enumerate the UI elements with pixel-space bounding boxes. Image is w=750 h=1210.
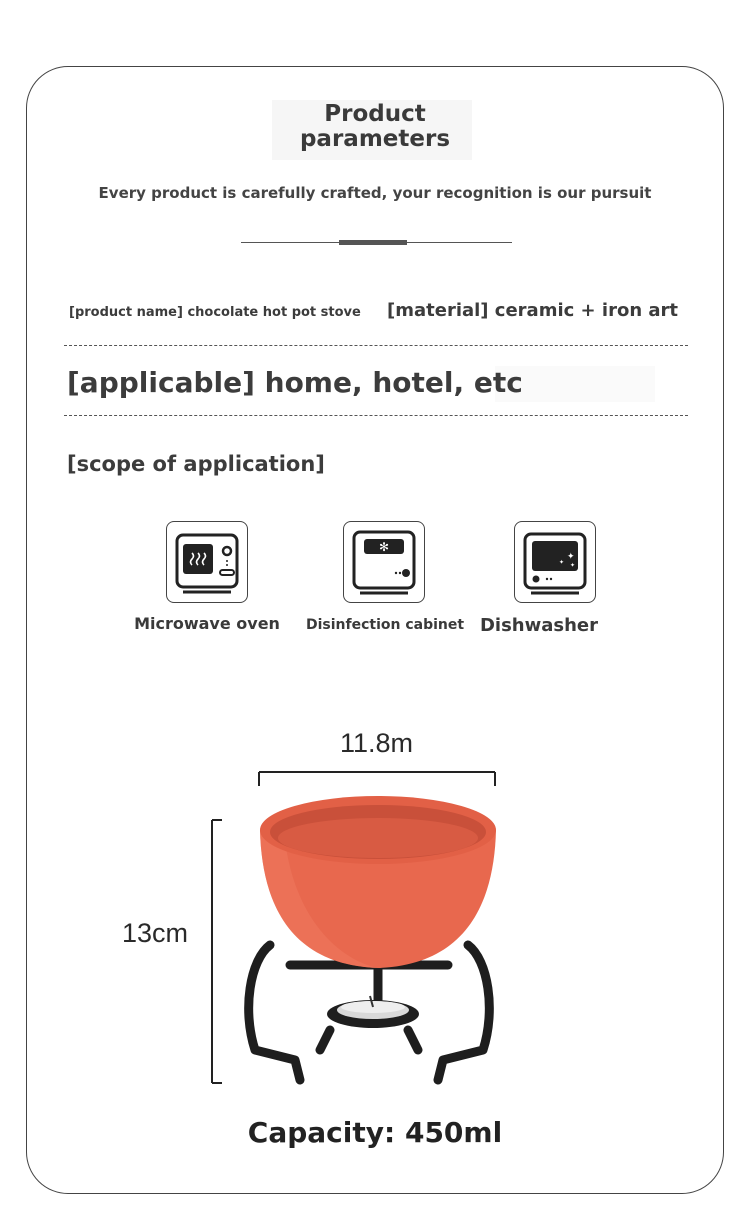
ceramic-bowl — [260, 796, 496, 968]
svg-text:✦: ✦ — [567, 552, 575, 562]
height-bracket — [212, 820, 222, 1083]
param-applicable: [applicable] home, hotel, etc — [67, 366, 523, 399]
title-line-2: parameters — [299, 126, 451, 152]
subtitle: Every product is carefully crafted, your recognition is our pursuit — [98, 184, 652, 202]
dishwasher-icon — [514, 521, 596, 603]
title-line-1: Product — [324, 101, 426, 127]
svg-text:✦: ✦ — [570, 562, 576, 569]
scope-label-dishwasher: Dishwasher — [479, 615, 599, 636]
param-product-name: [product name] chocolate hot pot stove — [69, 305, 361, 320]
width-bracket — [259, 772, 495, 786]
dashed-divider — [64, 415, 688, 416]
param-material: [material] ceramic + iron art — [387, 300, 679, 321]
scope-label-microwave: Microwave oven — [134, 614, 280, 633]
dashed-divider — [64, 345, 688, 346]
capacity-label: Capacity: 450ml — [247, 1116, 503, 1149]
disinfection-cabinet-icon — [343, 521, 425, 603]
height-dimension-label: 13cm — [122, 918, 189, 948]
param-scope-heading: [scope of application] — [67, 452, 325, 476]
tealight-candle — [327, 996, 419, 1028]
svg-text:✻: ✻ — [378, 540, 390, 554]
page-title — [0, 102, 750, 152]
svg-text:✦: ✦ — [559, 559, 565, 566]
scope-label-disinfection-cabinet: Disinfection cabinet — [306, 617, 465, 633]
width-dimension-label: 11.8m — [340, 728, 414, 758]
product-image — [200, 760, 520, 1100]
microwave-icon — [166, 521, 248, 603]
divider-accent — [339, 240, 407, 245]
